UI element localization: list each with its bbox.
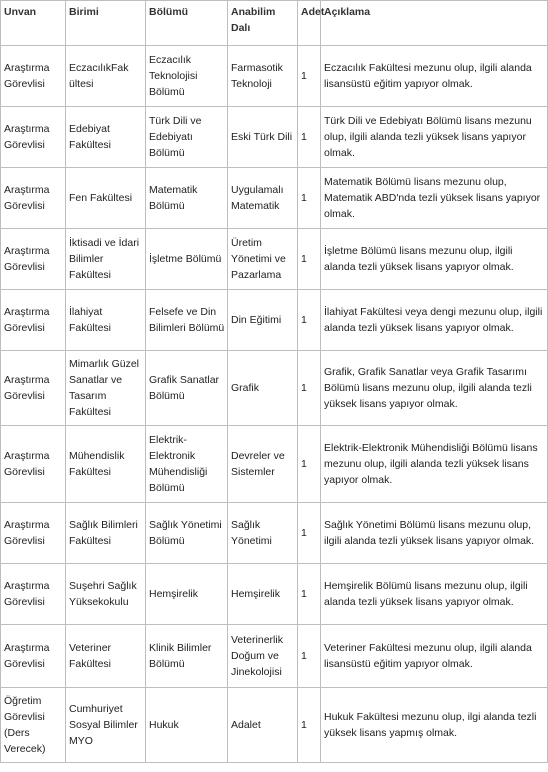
cell-bolumu: Eczacılık Teknolojisi Bölümü — [146, 46, 227, 106]
cell-bolumu: Felsefe ve Din Bilimleri Bölümü — [146, 290, 227, 350]
table-header-row — [1, 1, 547, 45]
cell-unvan: Öğretim Görevlisi (Ders Verecek) — [1, 688, 65, 762]
cell-unvan: Araştırma Görevlisi — [1, 168, 65, 228]
cell-anabilim-dali: Sağlık Yönetimi — [228, 503, 297, 563]
cell-adet: 1 — [298, 168, 320, 228]
header-aciklama: Açıklama — [321, 1, 547, 45]
cell-birimi: Mimarlık Güzel Sanatlar ve Tasarım Fakültesi — [66, 351, 145, 425]
table-row — [1, 168, 547, 228]
table-row — [1, 107, 547, 167]
cell-anabilim-dali: Üretim Yönetimi ve Pazarlama — [228, 229, 297, 289]
cell-adet: 1 — [298, 503, 320, 563]
cell-adet: 1 — [298, 625, 320, 687]
cell-birimi: İlahiyat Fakültesi — [66, 290, 145, 350]
cell-birimi: Cumhuriyet Sosyal Bilimler MYO — [66, 688, 145, 762]
cell-adet: 1 — [298, 351, 320, 425]
cell-aciklama: Elektrik-Elektronik Mühendisliği Bölümü lisans mezunu olup, ilgili alanda tezli yüksek lisans yapıyor olmak. — [321, 426, 547, 502]
cell-bolumu: Matematik Bölümü — [146, 168, 227, 228]
table-row — [1, 503, 547, 563]
cell-unvan: Araştırma Görevlisi — [1, 351, 65, 425]
table-row — [1, 688, 547, 762]
cell-aciklama: Veteriner Fakültesi mezunu olup, ilgili alanda lisansüstü eğitim yapıyor olmak. — [321, 625, 547, 687]
cell-anabilim-dali: Eski Türk Dili — [228, 107, 297, 167]
cell-birimi: Fen Fakültesi — [66, 168, 145, 228]
cell-aciklama: Sağlık Yönetimi Bölümü lisans mezunu olup, ilgili alanda tezli yüksek lisans yapıyor olmak. — [321, 503, 547, 563]
cell-bolumu: Hukuk — [146, 688, 227, 762]
cell-bolumu: Sağlık Yönetimi Bölümü — [146, 503, 227, 563]
cell-adet: 1 — [298, 426, 320, 502]
table-row — [1, 46, 547, 106]
table-row — [1, 351, 547, 425]
cell-unvan: Araştırma Görevlisi — [1, 564, 65, 624]
cell-anabilim-dali: Hemşirelik — [228, 564, 297, 624]
cell-birimi: Mühendislik Fakültesi — [66, 426, 145, 502]
cell-aciklama: Türk Dili ve Edebiyatı Bölümü lisans mezunu olup, ilgili alanda tezli yüksek lisans yapıyor olmak. — [321, 107, 547, 167]
table-row — [1, 229, 547, 289]
cell-bolumu: İşletme Bölümü — [146, 229, 227, 289]
cell-adet: 1 — [298, 688, 320, 762]
cell-anabilim-dali: Grafik — [228, 351, 297, 425]
cell-bolumu: Klinik Bilimler Bölümü — [146, 625, 227, 687]
cell-aciklama: İşletme Bölümü lisans mezunu olup, ilgili alanda tezli yüksek lisans yapıyor olmak. — [321, 229, 547, 289]
cell-aciklama: Grafik, Grafik Sanatlar veya Grafik Tasarımı Bölümü lisans mezunu olup, ilgili alanda tezli yüksek lisans yapıyor olmak. — [321, 351, 547, 425]
cell-aciklama: Matematik Bölümü lisans mezunu olup, Matematik ABD'nda tezli yüksek lisans yapıyor olmak. — [321, 168, 547, 228]
cell-anabilim-dali: Veterinerlik Doğum ve Jinekolojisi — [228, 625, 297, 687]
table-body — [1, 46, 547, 762]
cell-bolumu: Hemşirelik — [146, 564, 227, 624]
cell-aciklama: İlahiyat Fakültesi veya dengi mezunu olup, ilgili alanda tezli yüksek lisans yapıyor olmak. — [321, 290, 547, 350]
cell-birimi: Edebiyat Fakültesi — [66, 107, 145, 167]
cell-adet: 1 — [298, 229, 320, 289]
cell-anabilim-dali: Adalet — [228, 688, 297, 762]
cell-unvan: Araştırma Görevlisi — [1, 503, 65, 563]
cell-birimi: Veteriner Fakültesi — [66, 625, 145, 687]
header-adet: Adet — [298, 1, 320, 45]
table-row — [1, 564, 547, 624]
cell-bolumu: Grafik Sanatlar Bölümü — [146, 351, 227, 425]
cell-adet: 1 — [298, 107, 320, 167]
header-bolumu: Bölümü — [146, 1, 227, 45]
table-row — [1, 290, 547, 350]
table-row — [1, 625, 547, 687]
header-unvan: Unvan — [1, 1, 65, 45]
cell-unvan: Araştırma Görevlisi — [1, 426, 65, 502]
cell-unvan: Araştırma Görevlisi — [1, 46, 65, 106]
cell-anabilim-dali: Devreler ve Sistemler — [228, 426, 297, 502]
cell-adet: 1 — [298, 290, 320, 350]
cell-birimi: EczacılıkFak ültesi — [66, 46, 145, 106]
cell-unvan: Araştırma Görevlisi — [1, 290, 65, 350]
cell-adet: 1 — [298, 564, 320, 624]
cell-unvan: Araştırma Görevlisi — [1, 107, 65, 167]
header-anabilim-dali: Anabilim Dalı — [228, 1, 297, 45]
cell-unvan: Araştırma Görevlisi — [1, 229, 65, 289]
cell-anabilim-dali: Farmasotik Teknoloji — [228, 46, 297, 106]
cell-bolumu: Elektrik-Elektronik Mühendisliği Bölümü — [146, 426, 227, 502]
cell-birimi: Suşehri Sağlık Yüksekokulu — [66, 564, 145, 624]
cell-anabilim-dali: Din Eğitimi — [228, 290, 297, 350]
table-row — [1, 426, 547, 502]
cell-anabilim-dali: Uygulamalı Matematik — [228, 168, 297, 228]
cell-bolumu: Türk Dili ve Edebiyatı Bölümü — [146, 107, 227, 167]
cell-birimi: İktisadi ve İdari Bilimler Fakültesi — [66, 229, 145, 289]
header-birimi: Birimi — [66, 1, 145, 45]
cell-adet: 1 — [298, 46, 320, 106]
cell-aciklama: Hukuk Fakültesi mezunu olup, ilgi alanda tezli yüksek lisans yapmış olmak. — [321, 688, 547, 762]
cell-birimi: Sağlık Bilimleri Fakültesi — [66, 503, 145, 563]
cell-aciklama: Hemşirelik Bölümü lisans mezunu olup, ilgili alanda tezli yüksek lisans yapıyor olmak. — [321, 564, 547, 624]
cell-aciklama: Eczacılık Fakültesi mezunu olup, ilgili alanda lisansüstü eğitim yapıyor olmak. — [321, 46, 547, 106]
cell-unvan: Araştırma Görevlisi — [1, 625, 65, 687]
